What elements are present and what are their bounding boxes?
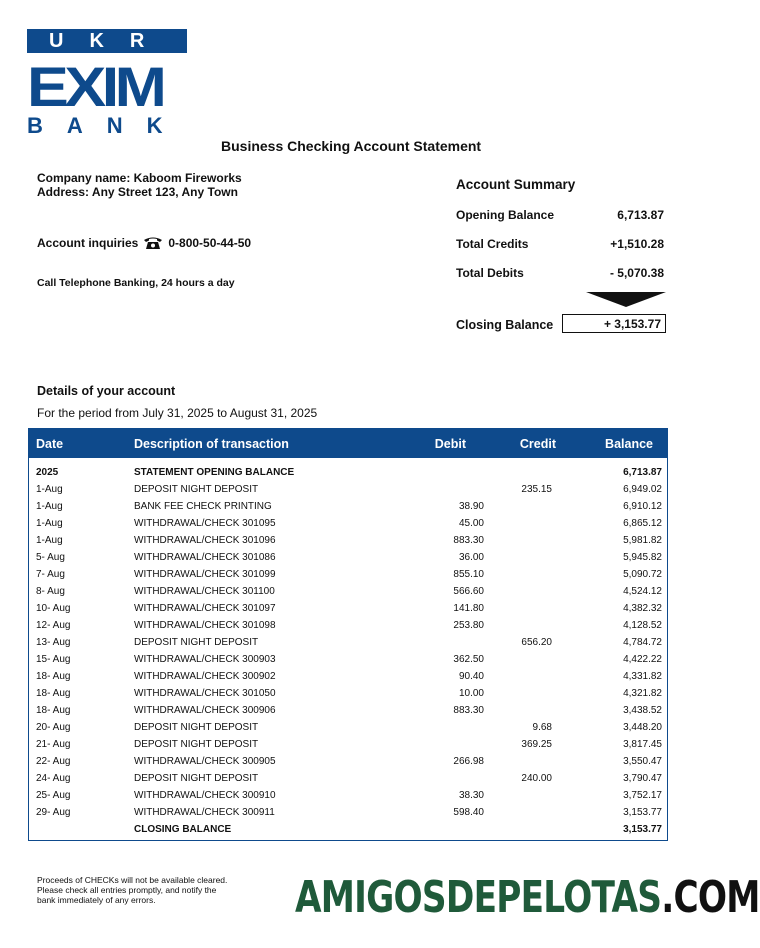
cell-balance: 5,945.82 [623, 552, 662, 563]
table-row [29, 787, 667, 804]
cell-date: 1-Aug [36, 518, 63, 529]
cell-date: 8- Aug [36, 586, 65, 597]
cell-date: 1-Aug [36, 535, 63, 546]
table-row [29, 532, 667, 549]
cell-date: 29- Aug [36, 807, 71, 818]
table-row [29, 481, 667, 498]
cell-debit: 253.80 [453, 620, 484, 631]
cell-date: 12- Aug [36, 620, 71, 631]
opening-balance-row [456, 208, 664, 222]
cell-balance: 6,910.12 [623, 501, 662, 512]
logo-top-text: UKR [27, 29, 187, 53]
cell-date: 10- Aug [36, 603, 71, 614]
cell-balance: 4,784.72 [623, 637, 662, 648]
watermark-main: AMIGOSDEPELOTAS [295, 872, 662, 923]
cell-balance: 4,524.12 [623, 586, 662, 597]
table-row [29, 634, 667, 651]
total-debits-label: Total Debits [456, 266, 524, 280]
cell-balance: 4,128.52 [623, 620, 662, 631]
table-row [29, 566, 667, 583]
cell-balance: 3,153.77 [623, 807, 662, 818]
cell-description: WITHDRAWAL/CHECK 300910 [134, 790, 276, 801]
cell-balance: 4,422.22 [623, 654, 662, 665]
cell-description: DEPOSIT NIGHT DEPOSIT [134, 637, 259, 648]
table-body [29, 464, 667, 838]
cell-description: WITHDRAWAL/CHECK 301100 [134, 586, 275, 597]
cell-description: DEPOSIT NIGHT DEPOSIT [134, 484, 259, 495]
cell-debit: 10.00 [458, 688, 484, 699]
cell-balance: 3,790.47 [623, 773, 662, 784]
cell-credit: 240.00 [521, 773, 552, 784]
inquiries-phone: 0-800-50-44-50 [168, 236, 252, 250]
table-row [29, 651, 667, 668]
cell-date: 22- Aug [36, 756, 71, 767]
cell-debit: 362.50 [453, 654, 484, 665]
total-debits-value: - 5,070.38 [609, 266, 664, 280]
down-arrow-icon [586, 292, 666, 307]
header-credit: Credit [519, 437, 556, 451]
footer-note: Proceeds of CHECKs will not be available cleared. Please check all entries promptly, and notify the bank immediately of any errors. [37, 875, 228, 905]
cell-date: 1-Aug [36, 501, 63, 512]
total-credits-value: +1,510.28 [610, 237, 664, 251]
cell-date: 21- Aug [36, 739, 71, 750]
cell-description: DEPOSIT NIGHT DEPOSIT [134, 773, 259, 784]
table-row [29, 719, 667, 736]
logo-main-text: EXIM [27, 55, 163, 118]
company-info [37, 171, 242, 199]
company-name: Company name: Kaboom Fireworks [37, 171, 242, 185]
closing-balance-value: + 3,153.77 [562, 314, 666, 333]
cell-balance: 3,752.17 [623, 790, 662, 801]
cell-description: WITHDRAWAL/CHECK 300902 [134, 671, 276, 682]
account-inquiries [37, 236, 251, 250]
cell-date: 25- Aug [36, 790, 71, 801]
cell-description: WITHDRAWAL/CHECK 301096 [134, 535, 276, 546]
header-balance: Balance [605, 437, 653, 451]
watermark-suffix: .COM [661, 872, 760, 923]
table-row [29, 702, 667, 719]
table-header [29, 429, 667, 458]
cell-balance: 4,331.82 [623, 671, 662, 682]
cell-date: 7- Aug [36, 569, 65, 580]
table-row [29, 600, 667, 617]
cell-balance: 3,550.47 [623, 756, 662, 767]
table-row [29, 736, 667, 753]
cell-credit: 9.68 [532, 722, 552, 733]
cell-date: 18- Aug [36, 705, 71, 716]
total-credits-label: Total Credits [456, 237, 529, 251]
cell-description: WITHDRAWAL/CHECK 300906 [134, 705, 276, 716]
header-description: Description of transaction [134, 437, 289, 451]
table-row [29, 685, 667, 702]
cell-description: CLOSING BALANCE [134, 824, 232, 835]
watermark [295, 872, 760, 923]
details-title: Details of your account [37, 384, 176, 398]
cell-description: WITHDRAWAL/CHECK 301050 [134, 688, 276, 699]
cell-description: WITHDRAWAL/CHECK 301086 [134, 552, 276, 563]
cell-description: BANK FEE CHECK PRINTING [134, 501, 272, 512]
cell-date: 13- Aug [36, 637, 71, 648]
table-row [29, 515, 667, 532]
statement-period: For the period from July 31, 2025 to August 31, 2025 [37, 406, 318, 420]
cell-debit: 45.00 [458, 518, 484, 529]
cell-balance: 3,448.20 [623, 722, 662, 733]
cell-date: 5- Aug [36, 552, 65, 563]
cell-balance: 6,713.87 [623, 467, 662, 478]
cell-description: WITHDRAWAL/CHECK 300911 [134, 807, 275, 818]
cell-debit: 38.30 [458, 790, 484, 801]
table-row [29, 770, 667, 787]
total-debits-row [456, 266, 664, 280]
cell-description: WITHDRAWAL/CHECK 300903 [134, 654, 276, 665]
cell-balance: 6,865.12 [623, 518, 662, 529]
table-row [29, 668, 667, 685]
cell-date: 18- Aug [36, 688, 71, 699]
table-row [29, 549, 667, 566]
table-row [29, 821, 667, 838]
cell-description: DEPOSIT NIGHT DEPOSIT [134, 739, 259, 750]
table-row [29, 617, 667, 634]
telephone-icon [143, 236, 163, 250]
cell-balance: 4,321.82 [623, 688, 662, 699]
cell-credit: 656.20 [521, 637, 552, 648]
total-credits-row [456, 237, 664, 251]
inquiries-label: Account inquiries [37, 236, 139, 250]
cell-balance: 4,382.32 [623, 603, 662, 614]
cell-balance: 5,090.72 [623, 569, 662, 580]
company-address: Address: Any Street 123, Any Town [37, 185, 238, 199]
cell-description: DEPOSIT NIGHT DEPOSIT [134, 722, 259, 733]
table-row [29, 753, 667, 770]
logo-bottom-text: BANK [27, 113, 187, 138]
telephone-banking-note: Call Telephone Banking, 24 hours a day [37, 277, 235, 289]
cell-debit: 566.60 [453, 586, 484, 597]
cell-debit: 141.80 [453, 603, 484, 614]
cell-debit: 90.40 [458, 671, 484, 682]
cell-balance: 5,981.82 [623, 535, 662, 546]
table-row [29, 804, 667, 821]
cell-description: WITHDRAWAL/CHECK 301098 [134, 620, 276, 631]
account-summary-title: Account Summary [456, 177, 576, 192]
cell-description: WITHDRAWAL/CHECK 301095 [134, 518, 276, 529]
cell-date: 18- Aug [36, 671, 71, 682]
cell-description: WITHDRAWAL/CHECK 301097 [134, 603, 276, 614]
header-debit: Debit [434, 437, 466, 451]
cell-debit: 883.30 [453, 705, 484, 716]
header-date: Date [36, 437, 64, 451]
cell-balance: 6,949.02 [623, 484, 662, 495]
cell-debit: 883.30 [453, 535, 484, 546]
cell-debit: 266.98 [453, 756, 484, 767]
cell-credit: 369.25 [521, 739, 552, 750]
cell-description: WITHDRAWAL/CHECK 300905 [134, 756, 276, 767]
opening-balance-value: 6,713.87 [617, 208, 664, 222]
cell-debit: 36.00 [458, 552, 484, 563]
cell-balance: 3,817.45 [623, 739, 662, 750]
transactions-table [28, 428, 668, 841]
cell-date: 2025 [36, 467, 59, 478]
closing-balance-label: Closing Balance [456, 318, 554, 332]
cell-balance: 3,438.52 [623, 705, 662, 716]
cell-description: STATEMENT OPENING BALANCE [134, 467, 295, 478]
statement-title: Business Checking Account Statement [221, 138, 482, 154]
cell-credit: 235.15 [521, 484, 552, 495]
cell-balance: 3,153.77 [623, 824, 662, 835]
table-row [29, 583, 667, 600]
cell-debit: 598.40 [453, 807, 484, 818]
cell-description: WITHDRAWAL/CHECK 301099 [134, 569, 276, 580]
cell-debit: 38.90 [458, 501, 484, 512]
opening-balance-label: Opening Balance [456, 208, 555, 222]
cell-date: 15- Aug [36, 654, 71, 665]
cell-debit: 855.10 [453, 569, 484, 580]
cell-date: 1-Aug [36, 484, 63, 495]
table-row [29, 464, 667, 481]
cell-date: 20- Aug [36, 722, 71, 733]
bank-logo [27, 29, 189, 137]
table-row [29, 498, 667, 515]
cell-date: 24- Aug [36, 773, 71, 784]
